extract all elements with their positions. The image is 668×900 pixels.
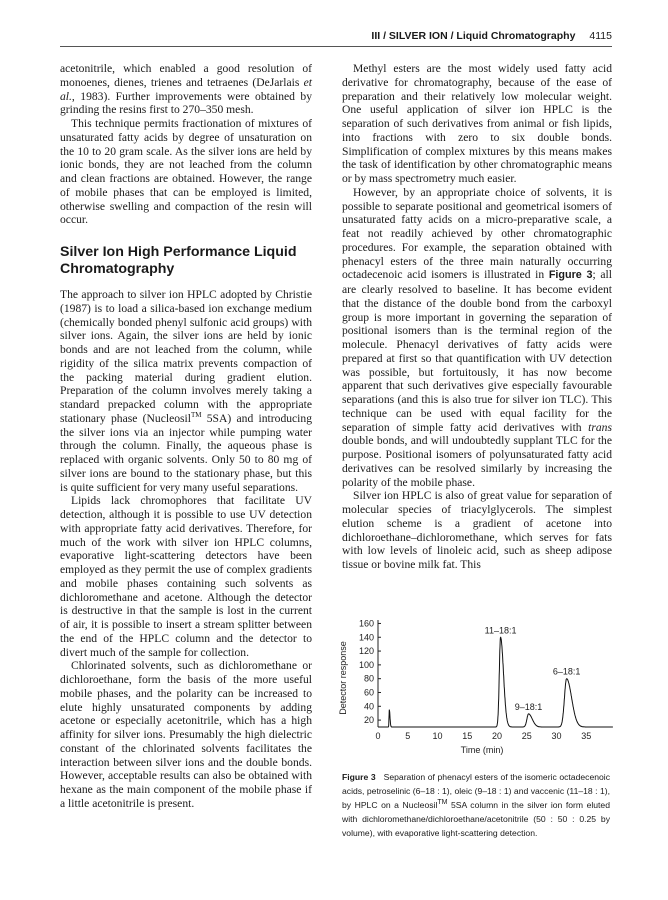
peak-label: 11–18:1 — [484, 625, 517, 636]
y-tick-label: 100 — [358, 659, 374, 670]
y-tick-label: 160 — [358, 618, 374, 629]
chromatogram-chart — [330, 612, 620, 762]
y-axis-label: Detector response — [338, 641, 348, 715]
paragraph: This technique permits fractionation of mixtures of unsaturated fatty acids by degree of unsaturation on the 10 to 20 gram scale. As the silver ions are held by ionic bonds, they are not leached from the column and clean fractions are obtained. However, the range of mobile phases that can be employed is limited, otherwise swelling and compaction of the resin will occur. — [60, 117, 312, 227]
figure-reference[interactable]: Figure 3 — [548, 269, 593, 282]
right-column — [342, 62, 612, 572]
running-title: III / SILVER ION / Liquid Chromatography — [371, 30, 576, 42]
text-italic: et al. — [60, 75, 312, 103]
figure-label: Figure 3 — [342, 772, 376, 782]
paragraph: Silver ion HPLC is also of great value for separation of molecular species of triacylglycerols. The simplest elution scheme is a gradient of acetone into dichloroethane–dichloromethane, which serves for fats with low levels of linoleic acid, such as sheep adipose tissue or bovine milk fat. This — [342, 489, 612, 571]
section-heading: Silver Ion High Performance Liquid Chromatography — [60, 244, 297, 277]
x-tick-label: 5 — [405, 731, 411, 741]
ticks — [359, 618, 591, 741]
paragraph — [342, 186, 612, 490]
text-italic: trans — [588, 420, 612, 434]
left-column — [60, 62, 312, 811]
x-tick-label: 20 — [491, 731, 502, 741]
text: ; all are clearly resolved to baseline. It has become evident that the distance of the double bond from the carboxyl group is more important in governing the separation of positional isomers than is the terminal region of the molecule. Phenacyl derivatives of fatty acids were prepared at first so that quantification with UV detection was possible, but fortuitously, it has now become apparent that such derivatives give especially favourable separations (and this is also true for silver ion TLC). This technique can be used with equal facility for the separation of simple fatty acid derivatives with — [342, 268, 612, 434]
y-tick-label: 140 — [358, 632, 374, 643]
y-tick-label: 120 — [358, 646, 374, 657]
paragraph: Lipids lack chromophores that facilitate UV detection, although it is possible to use UV detection with appropriate fatty acid derivatives. Therefore, for much of the work with silver ion HPLC columns, evaporative light-scattering detectors have been employed as they permit the use of complex gradients and mobile phases containing such solvents as dichloromethane and acetone. Although the detector is destructive in that the sample is lost in the current of air, it is possible to insert a stream splitter between the end of the HPLC column and the detector to divert much of the sample for collection. — [60, 494, 312, 659]
x-tick-label: 35 — [581, 731, 592, 741]
trademark: TM — [437, 798, 448, 806]
text: The approach to silver ion HPLC adopted by Christie (1987) is to load a silica-based ion exchange medium (chemically bonded phenyl sulfonic acid groups) with silver ions. Again, the silver ions are held by ionic bonds and are not leached from the column, while rigidity of the silica matrix prevents compaction of the packing material during gradient elution. Preparation of the column involves merely taking a standard prepacked column with the appropriate stationary phase (Nucleosil — [60, 288, 312, 425]
peak-label: 9–18:1 — [514, 701, 543, 712]
header-rule — [60, 46, 612, 47]
trademark: TM — [190, 410, 202, 419]
text: double bonds, and will undoubtedly supplant TLC for the purpose. Positional isomers of polyunsaturated fatty acid derivatives can be resolved similarly by increasing the polarity of the mobile phase. — [342, 434, 612, 489]
text: 5SA) and introducing the silver ions via an injector while pumping water through the column. Finally, the aqueous phase is replaced with organic solvents. Only 50 to 80 mg of silver ions are bound to the stationary phase, but this is quite sufficient for very many useful separations. — [60, 411, 312, 494]
paragraph: Methyl esters are the most widely used fatty acid derivative for chromatography, because of the ease of preparation and their relatively low molecular weight. One useful application of silver ion HPLC is the separation of such derivatives from animal or fish lipids, into fractions with zero to six double bonds. Simplification of complex mixtures by this means makes the task of identification by other chromatographic means or by mass spectrometry much easier. — [342, 62, 612, 185]
y-tick-label: 80 — [363, 673, 374, 684]
page-number: 4115 — [589, 30, 612, 42]
figure-caption — [342, 771, 610, 841]
y-tick-label: 20 — [363, 715, 374, 726]
text: Separation of phenacyl esters of the isomeric octadecenoic acids, petroselinic (6–18 : 1), oleic (9–18 : 1) and vaccenic (11–18 : 1), by HPLC on a Nucleosil — [342, 772, 610, 810]
x-tick-label: 10 — [432, 731, 443, 741]
chromatogram-trace — [378, 637, 613, 727]
paragraph: Chlorinated solvents, such as dichloromethane or dichloroethane, form the basis of the more useful mobile phases, and the polarity can be increased to elute highly unsaturated components by adding acetone or especially acetonitrile, which has a high affinity for silver ions. Presumably the high dielectric constant of the chlorinated solvents facilitates the interaction between silver ions and the double bonds. However, acceptable results can also be obtained with hexane as the main component of the mobile phase if a little acetonitrile is present. — [60, 659, 312, 810]
running-header — [60, 30, 612, 42]
x-tick-label: 30 — [551, 731, 562, 741]
text: However, by an appropriate choice of solvents, it is possible to separate positional and geometrical isomers of unsaturated fatty acids on a micro-preparative scale, a feat not readily achieved by other chromatographic procedures. For example, the separation obtained with phenacyl esters of the three main naturally occurring octadecenoic acid isomers is illustrated in — [342, 185, 612, 282]
x-tick-label: 0 — [375, 731, 381, 741]
paragraph — [60, 288, 312, 494]
text: , 1983). Further improvements were obtained by grinding the resins first to 270–350 mesh. — [60, 89, 312, 117]
x-tick-label: 25 — [521, 731, 532, 741]
peak-label: 6–18:1 — [552, 666, 581, 677]
text: 5SA column in the silver ion form eluted with dichloromethane/dichloroethane/acetonitrile (50 : 50 : 0.25 by volume), with evaporative light-scattering detection. — [342, 799, 610, 838]
y-tick-label: 40 — [363, 701, 374, 712]
x-axis-label: Time (min) — [460, 745, 504, 755]
text: acetonitrile, which enabled a good resolution of monoenes, dienes, trienes and tetraenes (DeJarlais — [60, 62, 312, 89]
y-tick-label: 60 — [363, 687, 374, 698]
paragraph — [60, 62, 312, 117]
x-tick-label: 15 — [462, 731, 473, 741]
